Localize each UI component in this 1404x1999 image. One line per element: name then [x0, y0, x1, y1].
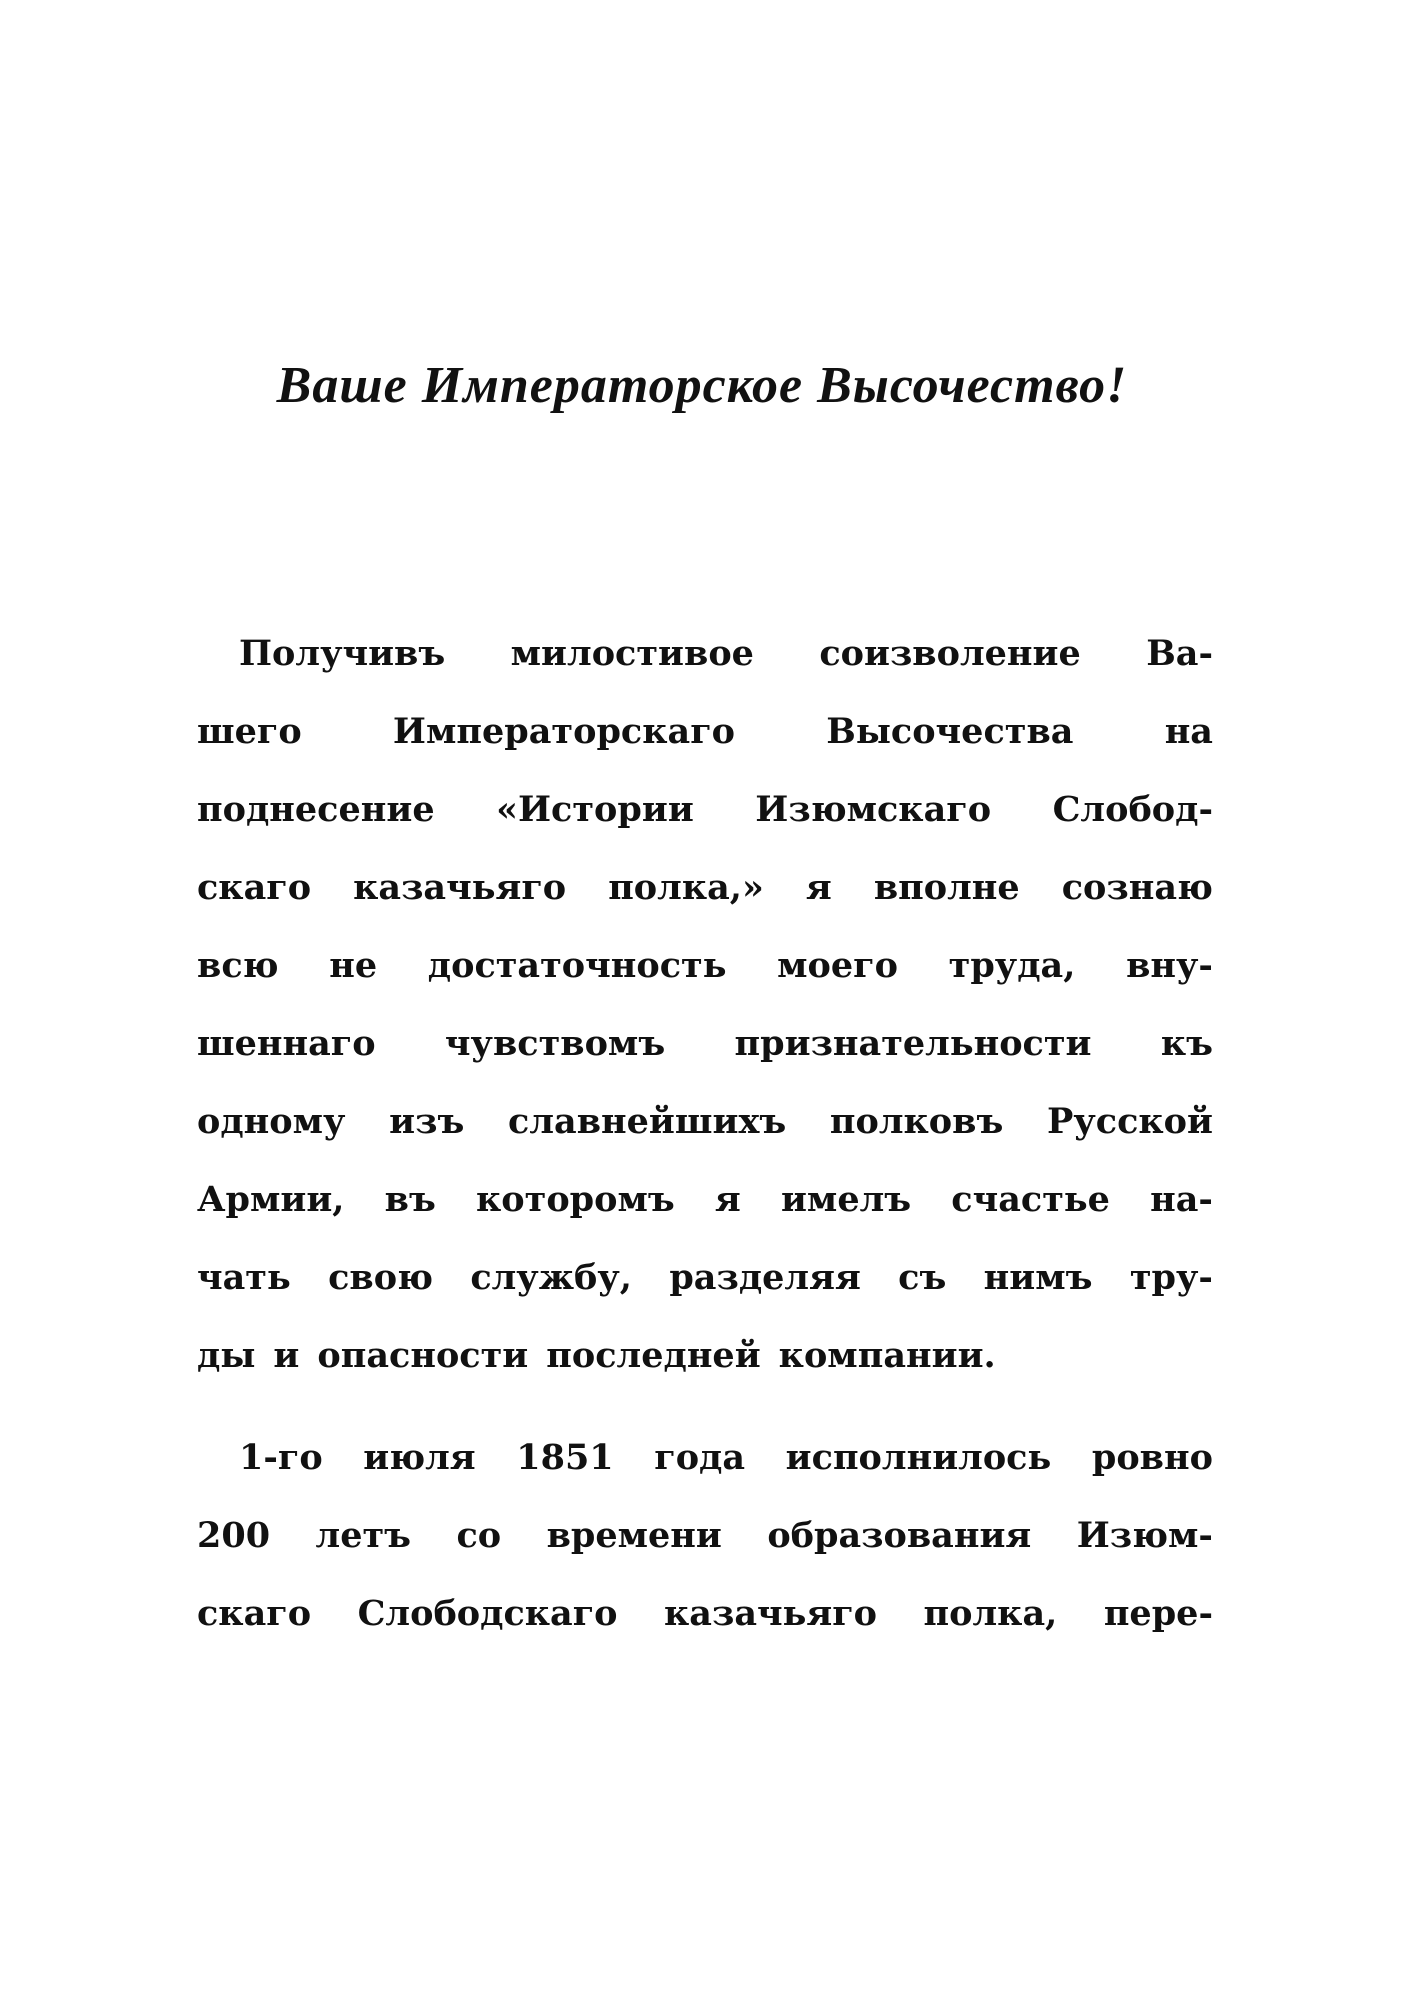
word: времени — [546, 1515, 722, 1556]
salutation-heading: Ваше Императорское Высочество! — [276, 357, 1128, 414]
word: службу, — [470, 1257, 632, 1298]
word: 1-го — [239, 1437, 323, 1478]
word: чувствомъ — [444, 1023, 666, 1064]
word: полковъ — [829, 1101, 1004, 1142]
word: Императорскаго — [392, 711, 735, 752]
word: милостивое — [510, 633, 754, 674]
word: моего — [777, 945, 898, 986]
word: года — [654, 1437, 746, 1478]
word: компании. — [778, 1335, 996, 1376]
text-line — [197, 1083, 1213, 1161]
word: одному — [197, 1101, 346, 1142]
word: въ — [384, 1179, 436, 1220]
word: съ — [898, 1257, 947, 1298]
word: пере- — [1103, 1593, 1213, 1634]
text-line — [197, 1317, 1213, 1395]
word: которомъ — [476, 1179, 675, 1220]
word: опасности — [317, 1335, 529, 1376]
word: не — [329, 945, 378, 986]
text-line — [197, 1161, 1213, 1239]
word: соизволение — [819, 633, 1081, 674]
word: на- — [1150, 1179, 1213, 1220]
word: 1851 — [516, 1437, 614, 1478]
word: Слободскаго — [357, 1593, 618, 1634]
body-text — [197, 615, 1213, 1653]
word: Русской — [1047, 1101, 1213, 1142]
word: имелъ — [780, 1179, 912, 1220]
text-line — [197, 1419, 1213, 1497]
word: тру- — [1129, 1257, 1213, 1298]
word: казачьяго — [353, 867, 567, 908]
word: я — [714, 1179, 741, 1220]
word: казачьяго — [664, 1593, 878, 1634]
word: полка,» — [608, 867, 764, 908]
word: июля — [363, 1437, 476, 1478]
word: счастье — [951, 1179, 1110, 1220]
word: последней — [546, 1335, 761, 1376]
word: шего — [197, 711, 302, 752]
word: исполнилось — [785, 1437, 1052, 1478]
text-line — [197, 615, 1213, 693]
word: на — [1164, 711, 1213, 752]
word: труда, — [948, 945, 1076, 986]
word: скаго — [197, 1593, 312, 1634]
word: славнейшихъ — [508, 1101, 787, 1142]
word: изъ — [389, 1101, 465, 1142]
word: Изюмскаго — [755, 789, 992, 830]
word: «Истории — [496, 789, 694, 830]
text-line — [197, 771, 1213, 849]
word: разделяя — [669, 1257, 861, 1298]
word: образования — [767, 1515, 1032, 1556]
word: достаточность — [427, 945, 727, 986]
word: 200 — [197, 1515, 271, 1556]
word: поднесение — [197, 789, 435, 830]
text-line — [197, 693, 1213, 771]
word: Высочества — [826, 711, 1074, 752]
word: Получивъ — [239, 633, 446, 674]
word: всю — [197, 945, 279, 986]
word: свою — [328, 1257, 433, 1298]
word: Слобод- — [1052, 789, 1213, 830]
word: со — [456, 1515, 502, 1556]
text-line — [197, 1239, 1213, 1317]
word: Ва- — [1146, 633, 1213, 674]
text-line — [197, 849, 1213, 927]
text-line — [197, 1575, 1213, 1653]
word: и — [273, 1335, 300, 1376]
word: признательности — [734, 1023, 1092, 1064]
word: шеннаго — [197, 1023, 376, 1064]
word: летъ — [315, 1515, 411, 1556]
word: сознаю — [1061, 867, 1213, 908]
text-line — [197, 1497, 1213, 1575]
word: ды — [197, 1335, 256, 1376]
word: къ — [1160, 1023, 1213, 1064]
word: я — [805, 867, 832, 908]
word: вну- — [1126, 945, 1213, 986]
word: чать — [197, 1257, 291, 1298]
word: скаго — [197, 867, 312, 908]
word: Армии, — [197, 1179, 345, 1220]
word: полка, — [923, 1593, 1058, 1634]
word: нимъ — [983, 1257, 1093, 1298]
text-line — [197, 927, 1213, 1005]
word: вполне — [873, 867, 1020, 908]
text-line — [197, 1005, 1213, 1083]
word: Изюм- — [1076, 1515, 1213, 1556]
word: ровно — [1091, 1437, 1213, 1478]
